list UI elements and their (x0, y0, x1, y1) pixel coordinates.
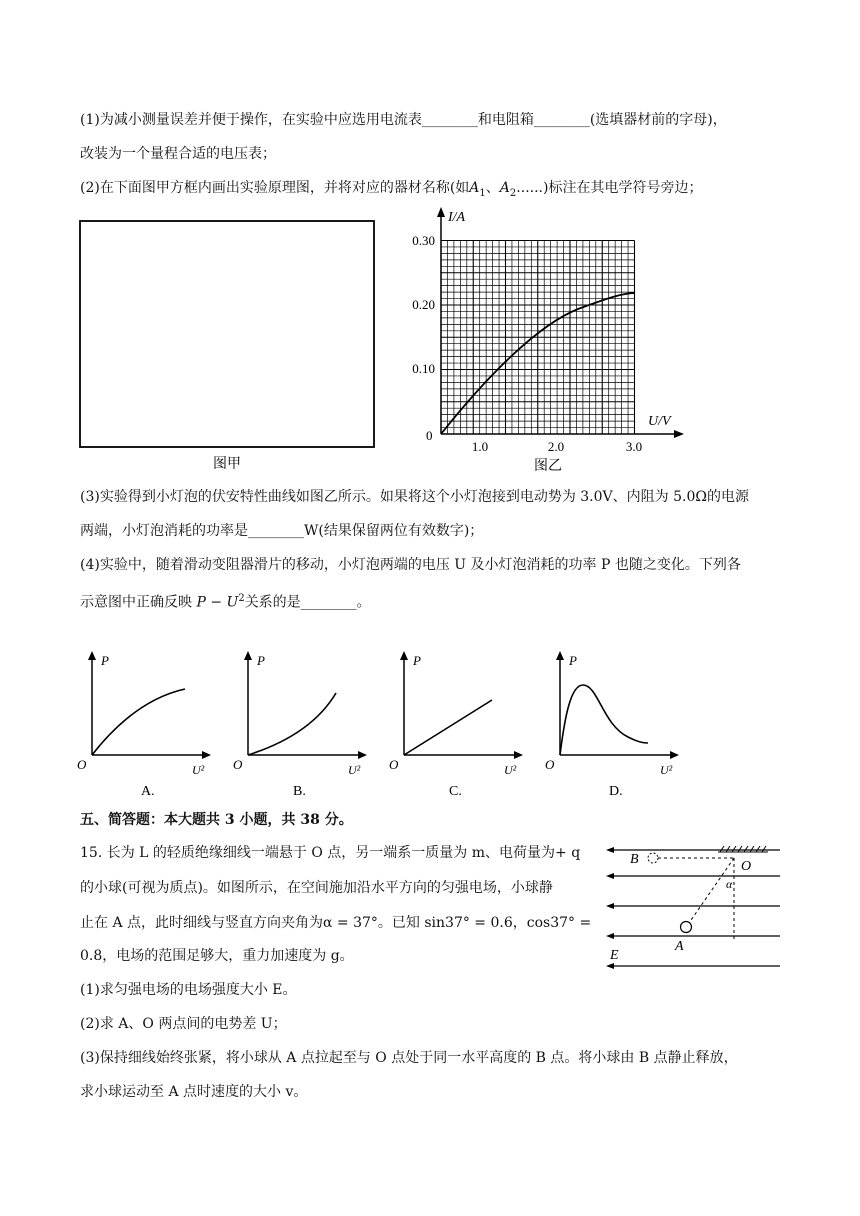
q14-part4-line1: (4)实验中，随着滑动变阻器滑片的移动，小灯泡两端的电压 U 及小灯泡消耗的功率 P 也随之变化。下列各 (80, 557, 741, 573)
option-graph-a (75, 645, 225, 805)
option-b-curve (248, 693, 336, 755)
arrow-right-icon (670, 751, 679, 759)
arrow-right-icon (202, 751, 211, 759)
u2-label: U² (348, 763, 361, 777)
q14-part4-text-a: 示意图中正确反映 (80, 594, 197, 611)
option-a-curve (92, 689, 185, 755)
x-tick-label: 1.0 (471, 439, 489, 454)
subscript-1: 1 (479, 187, 486, 199)
u2-label: U² (660, 763, 673, 777)
figure-yi-caption: 图乙 (534, 459, 562, 474)
label-e: E (610, 948, 619, 963)
drawing-box (80, 221, 374, 447)
field-lines (612, 850, 780, 966)
p-label: P (413, 653, 421, 668)
q14-part3-line2: 两端，小灯泡消耗的功率是________W(结果保留两位有效数字)； (80, 523, 484, 539)
option-letter: A. (141, 784, 155, 799)
ball-a-icon (681, 922, 692, 933)
arrow-up-icon (88, 651, 96, 660)
option-letter: B. (293, 784, 306, 799)
option-graph-b (231, 645, 381, 805)
x-tick-label: 3.0 (625, 439, 643, 454)
section-five-heading: 五、简答题：本大题共 3 小题，共 38 分。 (80, 812, 353, 828)
option-d-curve (560, 685, 648, 755)
pendulum-field-figure (600, 838, 785, 976)
q15-part3-line2: 求小球运动至 A 点时速度的大小 v。 (80, 1084, 308, 1100)
label-b: B (630, 852, 639, 867)
arrow-up-icon (400, 651, 408, 660)
q15-line2: 的小球(可视为质点)。如图所示，在空间施加沿水平方向的匀强电场，小球静 (80, 880, 553, 896)
option-letter: C. (449, 784, 462, 799)
q14-part2-line (80, 178, 702, 204)
q14-part4-text-b: 关系的是________。 (244, 594, 371, 611)
q15-line1: 15. 长为 L 的轻质绝缘细线一端悬于 O 点，另一端系一质量为 m、电荷量为+ q (80, 845, 581, 861)
x-axis-arrow-icon (674, 430, 684, 438)
u2-label: U² (192, 763, 205, 777)
y-axis-arrow-icon (437, 207, 445, 217)
superscript-2: 2 (238, 593, 245, 604)
p-label: P (257, 653, 265, 668)
q15-part1: (1)求匀强电场的电场强度大小 E。 (80, 982, 297, 998)
figure-jia-caption: 图甲 (213, 457, 241, 472)
figure-yi-chart (398, 205, 698, 475)
option-graph-c (387, 645, 537, 805)
q14-part1-line2: 改装为一个量程合适的电压表； (80, 146, 276, 162)
p-u2-formula: P − U (196, 594, 239, 611)
p-label: P (101, 653, 109, 668)
separator: 、 (485, 180, 500, 196)
origin-label: O (545, 757, 555, 772)
ball-b-icon (648, 853, 658, 863)
q14-part1-line1: (1)为减小测量误差并便于操作，在实验中应选用电流表________和电阻箱________(选填器材前的字母)， (80, 112, 727, 128)
y-axis-label: I/A (448, 210, 466, 225)
label-o: O (741, 859, 752, 874)
grid (441, 241, 635, 435)
origin-label: O (233, 757, 243, 772)
subscript-2: 2 (509, 187, 517, 199)
ceiling-hatch-icon (718, 846, 768, 852)
x-tick-label: 2.0 (547, 439, 565, 454)
figure-jia (78, 218, 378, 474)
y-tick-label: 0.10 (412, 361, 435, 376)
label-a: A (675, 939, 684, 954)
q15-part3-line1: (3)保持细线始终张紧，将小球从 A 点拉起至与 O 点处于同一水平高度的 B 点。将小球由 B 点静止释放， (80, 1050, 738, 1066)
q14-part2-text-b: ......)标注在其电学符号旁边； (516, 180, 703, 196)
origin-label: 0 (426, 428, 433, 443)
origin-label: O (77, 757, 87, 772)
q14-part2-text-a: (2)在下面图甲方框内画出实验原理图，并将对应的器材名称(如 (80, 180, 470, 196)
origin-label: O (389, 757, 399, 772)
q15-line3: 止在 A 点，此时细线与竖直方向夹角为α = 37°。已知 sin37° = 0.6，cos37° = (80, 915, 592, 931)
y-tick-label: 0.20 (412, 297, 435, 312)
ammeter-symbol-a1: A (469, 180, 480, 196)
label-alpha: α (726, 877, 733, 891)
option-c-line (404, 700, 492, 755)
arrow-right-icon (514, 751, 523, 759)
arrow-up-icon (244, 651, 252, 660)
arrow-up-icon (556, 651, 564, 660)
arrow-right-icon (358, 751, 367, 759)
ammeter-symbol-a2: A (499, 180, 510, 196)
option-graph-d (543, 645, 693, 805)
option-letter: D. (609, 784, 623, 799)
q15-line4: 0.8，电场的范围足够大，重力加速度为 g。 (80, 948, 354, 964)
q14-part4-line2 (80, 589, 371, 613)
p-label: P (569, 653, 577, 668)
x-axis-label: U/V (648, 414, 671, 429)
y-tick-label: 0.30 (412, 233, 435, 248)
q15-part2: (2)求 A、O 两点间的电势差 U； (80, 1016, 287, 1032)
q14-part3-line1: (3)实验得到小灯泡的伏安特性曲线如图乙所示。如果将这个小灯泡接到电动势为 3.0V、内阻为 5.0Ω的电源 (80, 489, 749, 505)
u2-label: U² (504, 763, 517, 777)
